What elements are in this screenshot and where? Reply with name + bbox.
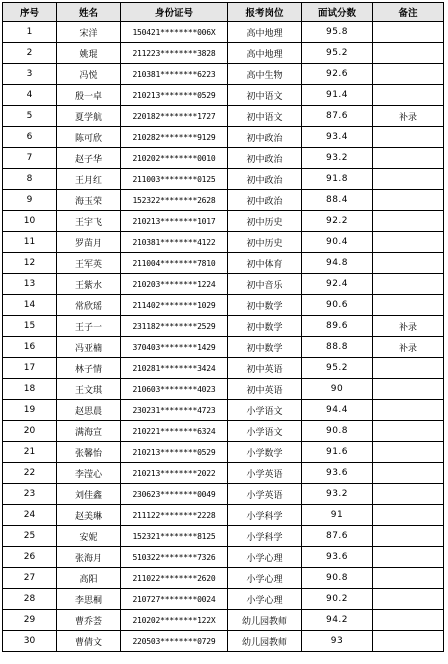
cell-name: 李思桐 [57, 589, 121, 610]
cell-name: 满海宣 [57, 421, 121, 442]
table-row [3, 526, 444, 547]
cell-interview-score: 93.4 [302, 127, 373, 148]
cell-applied-post: 小学心理 [228, 589, 302, 610]
cell-interview-score: 88.8 [302, 337, 373, 358]
cell-applied-post: 初中政治 [228, 169, 302, 190]
header-name: 姓名 [57, 3, 121, 22]
cell-id-number: 210381********4122 [121, 232, 228, 253]
cell-id-number: 220182********1727 [121, 106, 228, 127]
cell-id-number: 210203********1224 [121, 274, 228, 295]
cell-interview-score: 93.2 [302, 148, 373, 169]
cell-id-number: 152321********8125 [121, 526, 228, 547]
cell-interview-score: 92.2 [302, 211, 373, 232]
cell-applied-post: 初中英语 [228, 358, 302, 379]
cell-name: 常欣瑶 [57, 295, 121, 316]
header-applied-post: 报考岗位 [228, 3, 302, 22]
cell-number: 28 [3, 589, 57, 610]
cell-applied-post: 高中生物 [228, 64, 302, 85]
cell-number: 6 [3, 127, 57, 148]
table-row [3, 85, 444, 106]
table-header-row [3, 3, 444, 22]
cell-applied-post: 初中政治 [228, 127, 302, 148]
cell-remarks [373, 232, 444, 253]
cell-number: 3 [3, 64, 57, 85]
cell-name: 陈可欣 [57, 127, 121, 148]
cell-name: 赵美琳 [57, 505, 121, 526]
cell-applied-post: 初中政治 [228, 148, 302, 169]
cell-interview-score: 87.6 [302, 106, 373, 127]
cell-applied-post: 初中政治 [228, 190, 302, 211]
cell-number: 20 [3, 421, 57, 442]
cell-remarks: 补录 [373, 106, 444, 127]
cell-remarks [373, 610, 444, 631]
cell-applied-post: 幼儿园教师 [228, 631, 302, 652]
cell-number: 16 [3, 337, 57, 358]
cell-id-number: 230623********0049 [121, 484, 228, 505]
cell-number: 19 [3, 400, 57, 421]
cell-remarks [373, 43, 444, 64]
cell-remarks [373, 526, 444, 547]
cell-remarks [373, 274, 444, 295]
cell-number: 15 [3, 316, 57, 337]
cell-number: 10 [3, 211, 57, 232]
cell-id-number: 370403********1429 [121, 337, 228, 358]
cell-name: 安妮 [57, 526, 121, 547]
cell-name: 冯悦 [57, 64, 121, 85]
cell-number: 22 [3, 463, 57, 484]
cell-interview-score: 92.4 [302, 274, 373, 295]
cell-interview-score: 95.8 [302, 22, 373, 43]
cell-id-number: 210213********0529 [121, 442, 228, 463]
cell-id-number: 210213********0529 [121, 85, 228, 106]
cell-remarks [373, 400, 444, 421]
table-row [3, 400, 444, 421]
cell-interview-score: 90.4 [302, 232, 373, 253]
cell-remarks [373, 421, 444, 442]
cell-interview-score: 91.4 [302, 85, 373, 106]
cell-number: 12 [3, 253, 57, 274]
cell-name: 曹乔荟 [57, 610, 121, 631]
cell-interview-score: 94.4 [302, 400, 373, 421]
interview-score-table [2, 2, 444, 652]
cell-remarks [373, 127, 444, 148]
cell-id-number: 210381********6223 [121, 64, 228, 85]
cell-id-number: 211003********0125 [121, 169, 228, 190]
cell-applied-post: 小学数学 [228, 442, 302, 463]
table-row [3, 274, 444, 295]
cell-number: 9 [3, 190, 57, 211]
cell-name: 王宇飞 [57, 211, 121, 232]
cell-applied-post: 小学心理 [228, 547, 302, 568]
table-row [3, 379, 444, 400]
table-body [3, 22, 444, 652]
cell-applied-post: 初中语文 [228, 106, 302, 127]
cell-number: 18 [3, 379, 57, 400]
cell-applied-post: 高中地理 [228, 43, 302, 64]
cell-number: 13 [3, 274, 57, 295]
cell-name: 王军英 [57, 253, 121, 274]
cell-number: 25 [3, 526, 57, 547]
table-row [3, 316, 444, 337]
cell-id-number: 211402********1029 [121, 295, 228, 316]
cell-id-number: 150421********006X [121, 22, 228, 43]
cell-remarks [373, 442, 444, 463]
table-row [3, 337, 444, 358]
table-row [3, 106, 444, 127]
cell-remarks [373, 589, 444, 610]
cell-id-number: 210281********3424 [121, 358, 228, 379]
cell-interview-score: 95.2 [302, 358, 373, 379]
cell-remarks [373, 568, 444, 589]
cell-name: 李滢心 [57, 463, 121, 484]
table-row [3, 442, 444, 463]
cell-name: 张海月 [57, 547, 121, 568]
cell-interview-score: 92.6 [302, 64, 373, 85]
cell-remarks [373, 169, 444, 190]
table-row [3, 421, 444, 442]
table-row [3, 148, 444, 169]
cell-id-number: 210202********122X [121, 610, 228, 631]
cell-number: 7 [3, 148, 57, 169]
cell-name: 姚琨 [57, 43, 121, 64]
cell-applied-post: 初中历史 [228, 211, 302, 232]
cell-remarks [373, 295, 444, 316]
table-row [3, 232, 444, 253]
cell-interview-score: 91.6 [302, 442, 373, 463]
cell-id-number: 230231********4723 [121, 400, 228, 421]
cell-interview-score: 90.8 [302, 568, 373, 589]
cell-applied-post: 幼儿园教师 [228, 610, 302, 631]
header-interview-score: 面试分数 [302, 3, 373, 22]
cell-name: 王月红 [57, 169, 121, 190]
cell-interview-score: 94.8 [302, 253, 373, 274]
cell-applied-post: 初中语文 [228, 85, 302, 106]
cell-id-number: 152322********2628 [121, 190, 228, 211]
cell-name: 罗苗月 [57, 232, 121, 253]
cell-remarks: 补录 [373, 316, 444, 337]
cell-remarks [373, 379, 444, 400]
cell-number: 2 [3, 43, 57, 64]
cell-number: 23 [3, 484, 57, 505]
cell-remarks [373, 211, 444, 232]
header-id-number: 身份证号 [121, 3, 228, 22]
cell-number: 1 [3, 22, 57, 43]
cell-name: 王子一 [57, 316, 121, 337]
table-row [3, 127, 444, 148]
cell-interview-score: 93 [302, 631, 373, 652]
cell-number: 11 [3, 232, 57, 253]
cell-number: 5 [3, 106, 57, 127]
table-row [3, 22, 444, 43]
cell-remarks [373, 190, 444, 211]
cell-id-number: 210727********0024 [121, 589, 228, 610]
table-row [3, 253, 444, 274]
table-row [3, 211, 444, 232]
cell-name: 赵思晨 [57, 400, 121, 421]
cell-interview-score: 91.8 [302, 169, 373, 190]
cell-interview-score: 93.6 [302, 463, 373, 484]
cell-interview-score: 91 [302, 505, 373, 526]
cell-name: 夏学航 [57, 106, 121, 127]
cell-number: 8 [3, 169, 57, 190]
cell-interview-score: 93.6 [302, 547, 373, 568]
table-row [3, 190, 444, 211]
cell-id-number: 210603********4023 [121, 379, 228, 400]
cell-interview-score: 88.4 [302, 190, 373, 211]
cell-remarks [373, 358, 444, 379]
cell-remarks [373, 253, 444, 274]
cell-interview-score: 90.8 [302, 421, 373, 442]
table-row [3, 631, 444, 652]
cell-name: 王紫水 [57, 274, 121, 295]
cell-applied-post: 初中历史 [228, 232, 302, 253]
cell-interview-score: 93.2 [302, 484, 373, 505]
header-number: 序号 [3, 3, 57, 22]
cell-interview-score: 95.2 [302, 43, 373, 64]
cell-remarks [373, 463, 444, 484]
cell-number: 26 [3, 547, 57, 568]
cell-applied-post: 初中音乐 [228, 274, 302, 295]
cell-interview-score: 94.2 [302, 610, 373, 631]
cell-name: 刘佳鑫 [57, 484, 121, 505]
cell-interview-score: 87.6 [302, 526, 373, 547]
table-row [3, 358, 444, 379]
cell-applied-post: 高中地理 [228, 22, 302, 43]
cell-interview-score: 90.6 [302, 295, 373, 316]
cell-remarks [373, 484, 444, 505]
table-row [3, 568, 444, 589]
cell-name: 殷一卓 [57, 85, 121, 106]
cell-id-number: 211022********2620 [121, 568, 228, 589]
cell-id-number: 211004********7810 [121, 253, 228, 274]
cell-id-number: 210282********9129 [121, 127, 228, 148]
cell-id-number: 210213********1017 [121, 211, 228, 232]
cell-interview-score: 90.2 [302, 589, 373, 610]
cell-applied-post: 小学心理 [228, 568, 302, 589]
cell-id-number: 210221********6324 [121, 421, 228, 442]
cell-applied-post: 初中体育 [228, 253, 302, 274]
cell-name: 宋洋 [57, 22, 121, 43]
header-remarks: 备注 [373, 3, 444, 22]
cell-applied-post: 小学科学 [228, 526, 302, 547]
cell-applied-post: 小学语文 [228, 400, 302, 421]
cell-name: 冯亚楠 [57, 337, 121, 358]
table-row [3, 64, 444, 85]
cell-number: 29 [3, 610, 57, 631]
cell-applied-post: 初中英语 [228, 379, 302, 400]
cell-id-number: 210213********2022 [121, 463, 228, 484]
table-row [3, 463, 444, 484]
cell-applied-post: 小学科学 [228, 505, 302, 526]
cell-applied-post: 初中数学 [228, 295, 302, 316]
cell-id-number: 210202********0010 [121, 148, 228, 169]
table-row [3, 169, 444, 190]
cell-number: 14 [3, 295, 57, 316]
cell-name: 曹倩文 [57, 631, 121, 652]
table-row [3, 610, 444, 631]
table-row [3, 505, 444, 526]
cell-name: 张馨怡 [57, 442, 121, 463]
cell-name: 赵子华 [57, 148, 121, 169]
cell-remarks [373, 505, 444, 526]
cell-name: 海玉荣 [57, 190, 121, 211]
cell-applied-post: 小学英语 [228, 463, 302, 484]
cell-id-number: 231182********2529 [121, 316, 228, 337]
cell-applied-post: 小学英语 [228, 484, 302, 505]
cell-applied-post: 初中数学 [228, 337, 302, 358]
cell-remarks [373, 148, 444, 169]
cell-number: 4 [3, 85, 57, 106]
cell-number: 24 [3, 505, 57, 526]
cell-interview-score: 89.6 [302, 316, 373, 337]
table-row [3, 589, 444, 610]
cell-interview-score: 90 [302, 379, 373, 400]
cell-number: 27 [3, 568, 57, 589]
cell-remarks [373, 547, 444, 568]
table-row [3, 484, 444, 505]
cell-remarks [373, 631, 444, 652]
cell-number: 30 [3, 631, 57, 652]
cell-remarks [373, 22, 444, 43]
cell-id-number: 220503********0729 [121, 631, 228, 652]
table-row [3, 43, 444, 64]
cell-remarks [373, 64, 444, 85]
cell-remarks [373, 85, 444, 106]
table-row [3, 295, 444, 316]
cell-name: 林子情 [57, 358, 121, 379]
table-row [3, 547, 444, 568]
cell-applied-post: 小学语文 [228, 421, 302, 442]
cell-id-number: 211223********3828 [121, 43, 228, 64]
cell-name: 高阳 [57, 568, 121, 589]
cell-remarks: 补录 [373, 337, 444, 358]
cell-applied-post: 初中数学 [228, 316, 302, 337]
cell-number: 21 [3, 442, 57, 463]
cell-name: 王文琪 [57, 379, 121, 400]
cell-number: 17 [3, 358, 57, 379]
cell-id-number: 211122********2228 [121, 505, 228, 526]
cell-id-number: 510322********7326 [121, 547, 228, 568]
